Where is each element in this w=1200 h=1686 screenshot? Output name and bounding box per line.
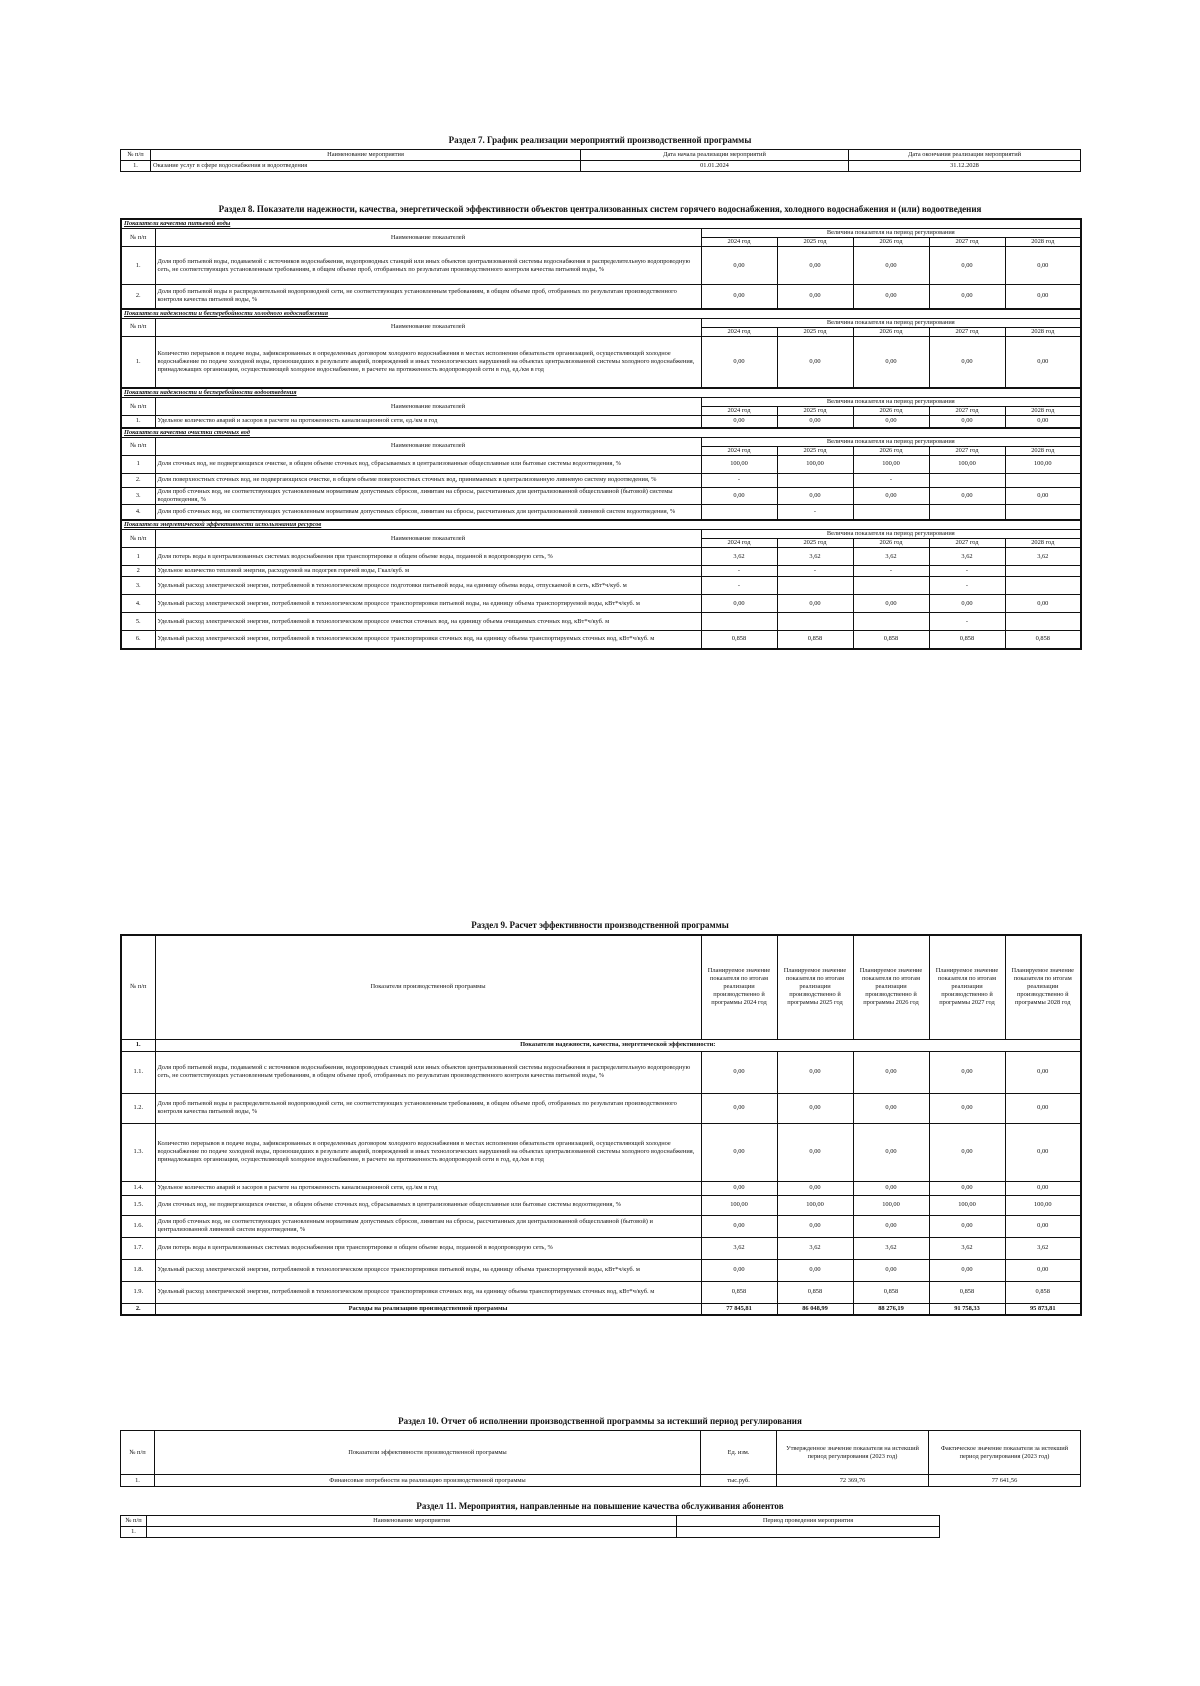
row-value: 0,00 xyxy=(1005,1181,1081,1195)
section-9-title: Раздел 9. Расчет эффективности производственной программы xyxy=(471,920,729,930)
header-period: Величина показателя на период регулирования xyxy=(701,318,1081,327)
header-year: 2024 год xyxy=(701,446,777,455)
row-num: 1.2. xyxy=(121,1093,155,1123)
s7-header-name: Наименование мероприятия xyxy=(151,150,581,161)
row-num: 1.4. xyxy=(121,1181,155,1195)
row-name: Доля сточных вод, не подвергающихся очистке, в общем объеме сточных вод, сбрасываемых в централизованные общесплавные или бытовые системы водоотведения, % xyxy=(155,455,701,473)
row-value: 0,858 xyxy=(701,1281,777,1303)
row-value: 0,858 xyxy=(853,631,929,649)
row-value: 0,00 xyxy=(1005,336,1081,388)
row-value: 100,00 xyxy=(701,1195,777,1215)
row-value: 0,00 xyxy=(701,1259,777,1281)
row-value: 0,00 xyxy=(853,487,929,504)
header-year: 2024 год xyxy=(701,327,777,336)
s10-row-num: 1. xyxy=(121,1475,155,1487)
group-title: Показатели надежности и бесперебойности водоотведения xyxy=(121,388,1081,398)
s11-header-num: № п/п xyxy=(121,1516,147,1527)
row-name: Количество перерывов в подаче воды, зафиксированных в определенных договором холодного водоснабжения в местах исполнения обязательств организацией, осуществляющей холодное водоснабжение по подаче холодной воды, произошедших в результате аварий, повреждений и иных технологических нарушений на объектах централизованной системы холодного водоснабжения, принадлежащих организации, осуществляющей холодное водоснабжение, в расчете на протяженность водопроводной сети в год, ед./км в год xyxy=(155,336,701,388)
row-value: 0,00 xyxy=(777,1259,853,1281)
section-10 xyxy=(120,1415,1080,1487)
section-7-title: Раздел 7. График реализации мероприятий производственной программы xyxy=(448,135,752,145)
group-header-row xyxy=(121,530,1081,539)
row-value: - xyxy=(929,566,1005,577)
row-num: 2 xyxy=(121,566,155,577)
row-value: 0,00 xyxy=(1005,247,1081,285)
row-value: 0,00 xyxy=(853,285,929,309)
row-value: 0,00 xyxy=(853,1123,929,1181)
section-10-table xyxy=(120,1430,1081,1487)
header-year: 2028 год xyxy=(1005,238,1081,247)
table-row xyxy=(121,566,1081,577)
row-name: Доля сточных вод, не подвергающихся очистке, в общем объеме сточных вод, сбрасываемых в централизованные общесплавные или бытовые системы водоотведения, % xyxy=(155,1195,701,1215)
row-value: 0,858 xyxy=(929,1281,1005,1303)
row-value: 3,62 xyxy=(777,548,853,566)
row-value: 0,00 xyxy=(929,1215,1005,1237)
row-value: 0,00 xyxy=(1005,487,1081,504)
table-row xyxy=(121,455,1081,473)
row-num: 1.7. xyxy=(121,1237,155,1259)
row-value: 100,00 xyxy=(701,455,777,473)
row-value: 3,62 xyxy=(1005,548,1081,566)
row-value: - xyxy=(777,504,853,520)
row-value: 0,00 xyxy=(853,1093,929,1123)
s11-header-period: Период проведения мероприятия xyxy=(677,1516,940,1527)
row-value: 3,62 xyxy=(853,1237,929,1259)
s10-header-num: № п/п xyxy=(121,1431,155,1475)
s9-section-num: 1. xyxy=(121,1039,155,1051)
header-year: 2027 год xyxy=(929,238,1005,247)
table-row xyxy=(121,285,1081,309)
s9-total-value: 95 873,81 xyxy=(1005,1303,1081,1315)
row-name: Доля поверхностных сточных вод, не подвергающихся очистке, в общем объеме поверхностных сточных вод, принимаемых в централизованную ливневую систему водоотведения, % xyxy=(155,473,701,487)
table-row xyxy=(121,336,1081,388)
table-row xyxy=(121,577,1081,595)
row-value xyxy=(701,613,777,631)
row-value: - xyxy=(701,473,777,487)
row-value: 0,00 xyxy=(701,1215,777,1237)
row-value: 0,858 xyxy=(853,1281,929,1303)
table-row xyxy=(121,1093,1081,1123)
row-value: 0,00 xyxy=(701,336,777,388)
header-num: № п/п xyxy=(121,229,155,247)
row-value: 0,00 xyxy=(929,247,1005,285)
s9-total-value: 86 048,99 xyxy=(777,1303,853,1315)
header-name: Наименование показателей xyxy=(155,318,701,336)
row-value: 0,00 xyxy=(929,595,1005,613)
header-year: 2025 год xyxy=(777,407,853,416)
s7-row-num: 1. xyxy=(121,161,151,172)
row-value: 0,00 xyxy=(853,1051,929,1093)
row-value: 3,62 xyxy=(701,1237,777,1259)
s9-header-year: Планируемое значение показателя по итогам реализации производственно й программы 2028 год xyxy=(1005,935,1081,1039)
s9-header-name: Показатели производственной программы xyxy=(155,935,701,1039)
row-value: 3,62 xyxy=(1005,1237,1081,1259)
row-value: 0,858 xyxy=(929,631,1005,649)
row-value: 0,00 xyxy=(1005,1051,1081,1093)
section-10-title: Раздел 10. Отчет об исполнении производственной программы за истекший период регулирования xyxy=(398,1416,802,1426)
row-value: 100,00 xyxy=(777,1195,853,1215)
group-title-row xyxy=(121,219,1081,229)
s9-section-title: Показатели надежности, качества, энергетической эффективности: xyxy=(155,1039,1081,1051)
row-value: 0,00 xyxy=(777,416,853,428)
row-value: - xyxy=(701,577,777,595)
row-name: Доля проб питьевой воды, подаваемой с источников водоснабжения, водопроводных станций или иных объектов централизованной системы водоснабжения в распределительную водопроводную сеть, не соответствующих установленным требованиям, в общем объеме проб, отобранных по результатам производственного контроля качества питьевой воды, % xyxy=(155,247,701,285)
row-value: 100,00 xyxy=(1005,455,1081,473)
row-num: 1.8. xyxy=(121,1259,155,1281)
row-value: 0,00 xyxy=(929,336,1005,388)
header-year: 2027 год xyxy=(929,446,1005,455)
s9-total-row xyxy=(121,1303,1081,1315)
table-row xyxy=(121,1181,1081,1195)
header-name: Наименование показателей xyxy=(155,398,701,416)
header-year: 2025 год xyxy=(777,446,853,455)
row-value: 0,00 xyxy=(701,595,777,613)
group-title-row xyxy=(121,520,1081,530)
row-name: Доля проб питьевой воды в распределительной водопроводной сети, не соответствующих установленным требованиям, в общем объеме проб, отобранных по результатам производственного контроля качества питьевой воды, % xyxy=(155,1093,701,1123)
row-value: 3,62 xyxy=(929,548,1005,566)
row-name: Удельный расход электрической энергии, потребляемой в технологическом процессе транспортировки питьевой воды, на единицу объема транспортируемой воды, кВт*ч/куб. м xyxy=(155,1259,701,1281)
row-value xyxy=(1005,504,1081,520)
row-name: Доля потерь воды в централизованных системах водоснабжения при транспортировке в общем объеме воды, поданной в водопроводную сеть, % xyxy=(155,548,701,566)
table-row xyxy=(121,1215,1081,1237)
header-year: 2026 год xyxy=(853,327,929,336)
header-num: № п/п xyxy=(121,530,155,548)
row-name: Доля проб сточных вод, не соответствующих установленным нормативам допустимых сбросов, лимитам на сбросы, рассчитанных для централизованной общесплавной (бытовой) и централизованной ливневой систем водоотведения, % xyxy=(155,1215,701,1237)
row-name: Удельный расход электрической энергии, потребляемой в технологическом процессе подготовки питьевой воды, на единицу объема воды, отпускаемой в сеть, кВт*ч/куб. м xyxy=(155,577,701,595)
row-name: Удельное количество аварий и засоров в расчете на протяженность канализационной сети, ед./км в год xyxy=(155,1181,701,1195)
s9-total-value: 77 845,81 xyxy=(701,1303,777,1315)
s9-header-year: Планируемое значение показателя по итогам реализации производственно й программы 2026 год xyxy=(853,935,929,1039)
row-value: 0,00 xyxy=(777,595,853,613)
s10-row-name: Финансовые потребности на реализацию производственной программы xyxy=(155,1475,701,1487)
header-year: 2027 год xyxy=(929,539,1005,548)
row-value: 0,00 xyxy=(701,1181,777,1195)
row-num: 2. xyxy=(121,285,155,309)
row-value: 0,858 xyxy=(777,1281,853,1303)
header-period: Величина показателя на период регулирования xyxy=(701,229,1081,238)
row-value: 0,00 xyxy=(777,1215,853,1237)
row-name: Удельный расход электрической энергии, потребляемой в технологическом процессе очистки сточных вод, на единицу объема очищаемых сточных вод, кВт*ч/куб. м xyxy=(155,613,701,631)
row-value: 3,62 xyxy=(701,548,777,566)
header-year: 2027 год xyxy=(929,327,1005,336)
row-num: 1. xyxy=(121,247,155,285)
table-row xyxy=(121,504,1081,520)
table-row xyxy=(121,1527,940,1538)
group-title-row xyxy=(121,428,1081,438)
row-value: 0,00 xyxy=(701,1123,777,1181)
row-name: Доля проб сточных вод, не соответствующих установленным нормативам допустимых сбросов, лимитам на сбросы, рассчитанных для централизованной ливневой систем водоотведения, % xyxy=(155,504,701,520)
s9-header-num: № п/п xyxy=(121,935,155,1039)
s9-total-name: Расходы на реализацию производственной программы xyxy=(155,1303,701,1315)
header-num: № п/п xyxy=(121,398,155,416)
header-year: 2028 год xyxy=(1005,446,1081,455)
row-value: 0,00 xyxy=(1005,1215,1081,1237)
s7-header-end: Дата окончания реализации мероприятий xyxy=(849,150,1081,161)
row-value: 0,858 xyxy=(1005,631,1081,649)
s7-row-end: 31.12.2028 xyxy=(849,161,1081,172)
s11-header-name: Наименование мероприятия xyxy=(147,1516,677,1527)
table-row xyxy=(121,1123,1081,1181)
row-num: 1.9. xyxy=(121,1281,155,1303)
table-row xyxy=(121,487,1081,504)
row-value: 0,00 xyxy=(853,336,929,388)
row-value xyxy=(777,473,853,487)
section-11 xyxy=(120,1500,1080,1538)
table-row xyxy=(121,1281,1081,1303)
row-num: 1.6. xyxy=(121,1215,155,1237)
table-row xyxy=(121,1051,1081,1093)
row-name: Доля проб питьевой воды в распределительной водопроводной сети, не соответствующих установленным требованиям, в общем объеме проб, отобранных по результатам производственного контроля качества питьевой воды, % xyxy=(155,285,701,309)
row-value: 0,00 xyxy=(929,1259,1005,1281)
header-year: 2028 год xyxy=(1005,539,1081,548)
row-value xyxy=(701,504,777,520)
row-value: 0,00 xyxy=(929,1051,1005,1093)
row-value: 0,858 xyxy=(1005,1281,1081,1303)
row-value: 0,00 xyxy=(1005,595,1081,613)
section-8-title: Раздел 8. Показатели надежности, качества, энергетической эффективности объектов централизованных систем горячего водоснабжения, холодного водоснабжения и (или) водоотведения xyxy=(218,204,982,214)
row-name: Доля потерь воды в централизованных системах водоснабжения при транспортировке в общем объеме воды, поданной в водопроводную сеть, % xyxy=(155,1237,701,1259)
row-value: 0,00 xyxy=(777,1093,853,1123)
header-year: 2026 год xyxy=(853,539,929,548)
row-value: 100,00 xyxy=(853,455,929,473)
row-value: - xyxy=(929,577,1005,595)
row-num: 1.3. xyxy=(121,1123,155,1181)
row-value: 0,00 xyxy=(929,416,1005,428)
row-value: 100,00 xyxy=(929,1195,1005,1215)
row-value: 0,00 xyxy=(777,247,853,285)
row-value: 0,00 xyxy=(929,285,1005,309)
s7-row-start: 01.01.2024 xyxy=(581,161,849,172)
group-title-row xyxy=(121,388,1081,398)
row-value: 0,00 xyxy=(701,416,777,428)
row-num: 1 xyxy=(121,548,155,566)
group-header-row xyxy=(121,229,1081,238)
header-year: 2026 год xyxy=(853,446,929,455)
header-name: Наименование показателей xyxy=(155,437,701,455)
row-value: 0,00 xyxy=(701,247,777,285)
header-year: 2025 год xyxy=(777,327,853,336)
row-value xyxy=(853,613,929,631)
row-value: 0,00 xyxy=(1005,416,1081,428)
s11-row-num: 1. xyxy=(121,1527,147,1538)
group-header-row xyxy=(121,318,1081,327)
row-num: 1. xyxy=(121,416,155,428)
header-year: 2028 год xyxy=(1005,407,1081,416)
row-value: 3,62 xyxy=(853,548,929,566)
row-num: 5. xyxy=(121,613,155,631)
group-title: Показатели качества питьевой воды xyxy=(121,219,1081,229)
row-value: 0,00 xyxy=(777,1051,853,1093)
section-7-table xyxy=(120,149,1081,172)
s7-header-start: Дата начала реализации мероприятий xyxy=(581,150,849,161)
row-value: 0,00 xyxy=(1005,1093,1081,1123)
s9-header-year: Планируемое значение показателя по итогам реализации производственно й программы 2025 год xyxy=(777,935,853,1039)
row-value: 100,00 xyxy=(777,455,853,473)
table-row xyxy=(121,161,1081,172)
group-title-row xyxy=(121,309,1081,319)
table-row xyxy=(121,1237,1081,1259)
row-name: Доля проб питьевой воды, подаваемой с источников водоснабжения, водопроводных станций или иных объектов централизованной системы водоснабжения в распределительную водопроводную сеть, не соответствующих установленным требованиям, в общем объеме проб, отобранных по результатам производственного контроля качества питьевой воды, % xyxy=(155,1051,701,1093)
s10-row-unit: тыс.руб. xyxy=(701,1475,777,1487)
row-value: - xyxy=(853,566,929,577)
row-value: 3,62 xyxy=(929,1237,1005,1259)
section-9 xyxy=(120,919,1080,1316)
row-num: 4. xyxy=(121,595,155,613)
s9-total-num: 2. xyxy=(121,1303,155,1315)
table-row xyxy=(121,416,1081,428)
row-value xyxy=(1005,577,1081,595)
header-period: Величина показателя на период регулирования xyxy=(701,437,1081,446)
row-value: 0,00 xyxy=(853,1215,929,1237)
row-name: Удельный расход электрической энергии, потребляемой в технологическом процессе транспортировки сточных вод, на единицу объема транспортируемых сточных вод, кВт*ч/куб. м xyxy=(155,631,701,649)
section-7 xyxy=(120,134,1080,172)
row-value: 0,00 xyxy=(853,1181,929,1195)
row-name: Удельный расход электрической энергии, потребляемой в технологическом процессе транспортировки сточных вод, на единицу объема транспортируемых сточных вод, кВт*ч/куб. м xyxy=(155,1281,701,1303)
header-year: 2024 год xyxy=(701,539,777,548)
s10-row-fact: 77 641,56 xyxy=(929,1475,1081,1487)
row-value: 0,00 xyxy=(853,1259,929,1281)
row-value xyxy=(929,473,1005,487)
row-value: 0,858 xyxy=(701,631,777,649)
row-name: Удельное количество аварий и засоров в расчете на протяженность канализационной сети, ед./км в год xyxy=(155,416,701,428)
table-row xyxy=(121,613,1081,631)
row-value: 0,00 xyxy=(929,1123,1005,1181)
header-year: 2026 год xyxy=(853,407,929,416)
row-value xyxy=(929,504,1005,520)
header-year: 2028 год xyxy=(1005,327,1081,336)
header-year: 2024 год xyxy=(701,238,777,247)
row-value: 0,00 xyxy=(701,487,777,504)
group-header-row xyxy=(121,437,1081,446)
row-name: Удельное количество тепловой энергии, расходуемой на подогрев горячей воды, Гкал/куб. м xyxy=(155,566,701,577)
table-row xyxy=(121,631,1081,649)
row-value: 0,00 xyxy=(701,1093,777,1123)
row-value: - xyxy=(777,566,853,577)
row-num: 1.1. xyxy=(121,1051,155,1093)
group-title: Показатели энергетической эффективности использования ресурсов xyxy=(121,520,1081,530)
s9-header-year: Планируемое значение показателя по итогам реализации производственно й программы 2027 год xyxy=(929,935,1005,1039)
row-num: 3. xyxy=(121,487,155,504)
row-value: 100,00 xyxy=(929,455,1005,473)
row-value xyxy=(853,504,929,520)
row-num: 3. xyxy=(121,577,155,595)
group-header-row xyxy=(121,398,1081,407)
row-num: 1.5. xyxy=(121,1195,155,1215)
row-value: 0,00 xyxy=(929,1093,1005,1123)
group-title: Показатели надежности и бесперебойности холодного водоснабжения xyxy=(121,309,1081,319)
row-value xyxy=(1005,613,1081,631)
section-9-table xyxy=(120,934,1082,1316)
row-value: - xyxy=(929,613,1005,631)
s10-header-name: Показатели эффективности производственной программы xyxy=(155,1431,701,1475)
s10-row-plan: 72 369,76 xyxy=(777,1475,929,1487)
row-value: 0,00 xyxy=(1005,285,1081,309)
row-value xyxy=(1005,566,1081,577)
table-row xyxy=(121,1475,1081,1487)
table-row xyxy=(121,1259,1081,1281)
header-year: 2026 год xyxy=(853,238,929,247)
s7-row-name: Оказание услуг в сфере водоснабжения и водоотведения xyxy=(151,161,581,172)
s9-header-year: Планируемое значение показателя по итогам реализации производственно й программы 2024 год xyxy=(701,935,777,1039)
row-value: 0,00 xyxy=(777,1123,853,1181)
row-num: 2. xyxy=(121,473,155,487)
section-11-table xyxy=(120,1515,940,1538)
row-name: Удельный расход электрической энергии, потребляемой в технологическом процессе транспортировки питьевой воды, на единицу объема транспортируемой воды, кВт*ч/куб. м xyxy=(155,595,701,613)
table-row xyxy=(121,595,1081,613)
row-value: 0,00 xyxy=(777,285,853,309)
row-value: 0,858 xyxy=(777,631,853,649)
header-num: № п/п xyxy=(121,437,155,455)
row-num: 6. xyxy=(121,631,155,649)
row-value: 0,00 xyxy=(929,487,1005,504)
header-year: 2024 год xyxy=(701,407,777,416)
row-value xyxy=(1005,473,1081,487)
s9-total-value: 88 276,19 xyxy=(853,1303,929,1315)
row-value: 0,00 xyxy=(853,595,929,613)
table-row xyxy=(121,247,1081,285)
table-row xyxy=(121,1195,1081,1215)
s10-header-fact: Фактическое значение показателя за истекший период регулирования (2023 год) xyxy=(929,1431,1081,1475)
section-8-table xyxy=(120,218,1082,650)
s11-row-name xyxy=(147,1527,677,1538)
row-value xyxy=(777,613,853,631)
row-num: 1. xyxy=(121,336,155,388)
row-value: 0,00 xyxy=(929,1181,1005,1195)
header-num: № п/п xyxy=(121,318,155,336)
row-value: 0,00 xyxy=(777,336,853,388)
s9-total-value: 91 758,33 xyxy=(929,1303,1005,1315)
row-value: 0,00 xyxy=(701,285,777,309)
row-value: 0,00 xyxy=(1005,1259,1081,1281)
header-year: 2025 год xyxy=(777,539,853,548)
row-value: 100,00 xyxy=(1005,1195,1081,1215)
header-year: 2025 год xyxy=(777,238,853,247)
row-value: - xyxy=(701,566,777,577)
row-name: Доля проб сточных вод, не соответствующих установленным нормативам допустимых сбросов, лимитам на сбросы, рассчитанных для централизованной общесплавной (бытовой) системы водоотведения, % xyxy=(155,487,701,504)
row-value: 0,00 xyxy=(777,487,853,504)
table-row xyxy=(121,548,1081,566)
section-8 xyxy=(120,203,1080,650)
s10-header-unit: Ед. изм. xyxy=(701,1431,777,1475)
row-value: - xyxy=(853,473,929,487)
header-name: Наименование показателей xyxy=(155,530,701,548)
section-11-title: Раздел 11. Мероприятия, направленные на повышение качества обслуживания абонентов xyxy=(416,1501,784,1511)
header-period: Величина показателя на период регулирования xyxy=(701,530,1081,539)
row-num: 1 xyxy=(121,455,155,473)
header-period: Величина показателя на период регулирования xyxy=(701,398,1081,407)
row-value: 0,00 xyxy=(1005,1123,1081,1181)
s10-header-plan: Утвержденное значение показателя на истекший период регулирования (2023 год) xyxy=(777,1431,929,1475)
row-value: 0,00 xyxy=(853,247,929,285)
header-name: Наименование показателей xyxy=(155,229,701,247)
s11-row-period xyxy=(677,1527,940,1538)
row-value: 0,00 xyxy=(701,1051,777,1093)
row-value: 3,62 xyxy=(777,1237,853,1259)
row-num: 4. xyxy=(121,504,155,520)
row-value: 0,00 xyxy=(853,416,929,428)
s7-header-num: № п/п xyxy=(121,150,151,161)
header-year: 2027 год xyxy=(929,407,1005,416)
row-name: Количество перерывов в подаче воды, зафиксированных в определенных договором холодного водоснабжения в местах исполнения обязательств организацией, осуществляющей холодное водоснабжение по подаче холодной воды, произошедших в результате аварий, повреждений и иных технологических нарушений на объектах централизованной системы холодного водоснабжения, принадлежащих организации, осуществляющей холодное водоснабжение, в расчете на протяженность водопроводной сети в год, ед./км в год xyxy=(155,1123,701,1181)
row-value: 0,00 xyxy=(777,1181,853,1195)
row-value xyxy=(777,577,853,595)
table-row xyxy=(121,473,1081,487)
row-value: 100,00 xyxy=(853,1195,929,1215)
group-title: Показатели качества очистки сточных вод xyxy=(121,428,1081,438)
row-value xyxy=(853,577,929,595)
